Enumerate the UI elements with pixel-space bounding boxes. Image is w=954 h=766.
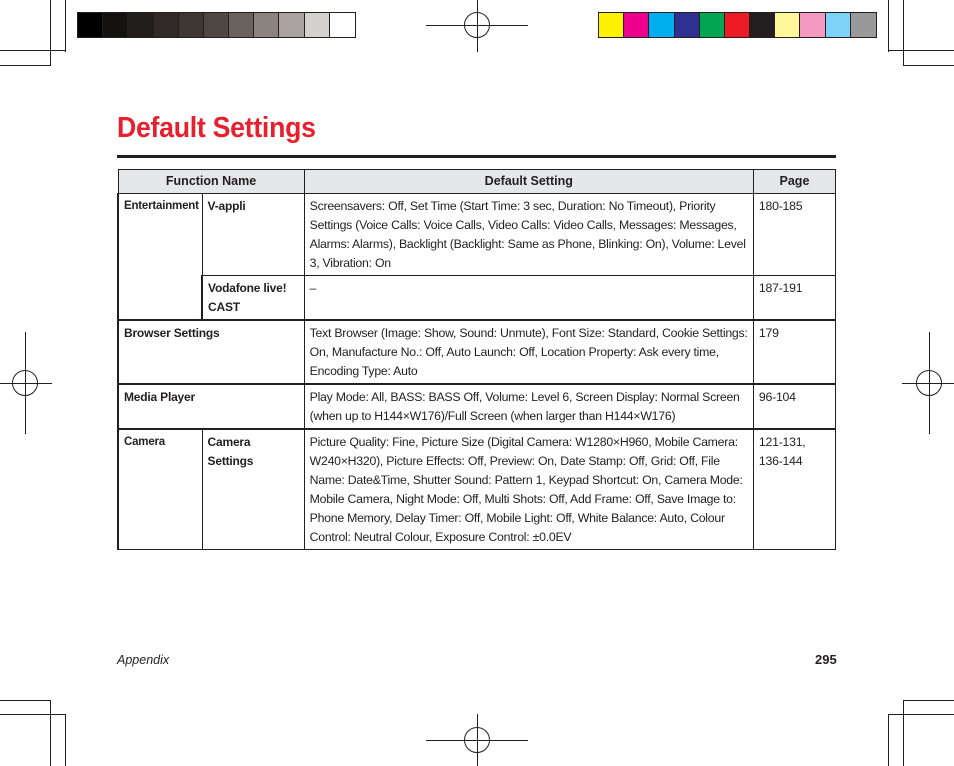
page-cell: 121-131, 136-144 — [753, 429, 835, 550]
color-swatch — [305, 13, 330, 37]
page-cell: 187-191 — [753, 276, 835, 321]
color-swatch — [826, 13, 851, 37]
page-cell: 96-104 — [753, 384, 835, 429]
function-cell: V-appli — [202, 194, 304, 276]
header-function-name: Function Name — [118, 170, 304, 194]
table-row — [118, 320, 836, 384]
color-swatch — [750, 13, 775, 37]
color-swatch — [279, 13, 304, 37]
setting-cell: Play Mode: All, BASS: BASS Off, Volume: Level 6, Screen Display: Normal Screen (when up to H144×W176)/Full Screen (when larger than H144×W176) — [304, 384, 753, 429]
color-swatch — [204, 13, 229, 37]
default-settings-table — [117, 169, 836, 550]
color-swatch — [675, 13, 700, 37]
footer-section-label: Appendix — [117, 653, 170, 667]
title-underline — [117, 155, 836, 158]
page-cell: 180-185 — [753, 194, 835, 276]
page-cell: 179 — [753, 320, 835, 384]
color-swatch — [800, 13, 825, 37]
table-row — [118, 384, 836, 429]
function-cell: Vodafone live! CAST — [202, 276, 304, 321]
table-row — [118, 429, 836, 550]
header-default-setting: Default Setting — [304, 170, 753, 194]
color-swatch — [330, 13, 355, 37]
setting-cell: Picture Quality: Fine, Picture Size (Digital Camera: W1280×H960, Mobile Camera: W240×H320), Picture Effects: Off, Preview: On, Date Stamp: Off, Grid: Off, File Name: Date&Time, Shutter Sound: Pattern 1, Keypad Shortcut: On, Camera Mode: Mobile Camera, Night Mode: Off, Multi Shots: Off, Add Frame: Off, Save Image to: Phone Memory, Delay Timer: Off, Mobile Light: Off, White Balance: Auto, Colour Control: Neutral Colour, Exposure Control: ±0.0EV — [304, 429, 753, 550]
color-swatch — [725, 13, 750, 37]
color-swatch — [128, 13, 153, 37]
color-swatch — [851, 13, 876, 37]
page-title: Default Settings — [117, 112, 316, 144]
setting-cell: – — [304, 276, 753, 321]
color-swatch — [700, 13, 725, 37]
color-swatch — [103, 13, 128, 37]
color-swatch — [599, 13, 624, 37]
color-swatch — [229, 13, 254, 37]
color-swatch — [775, 13, 800, 37]
table-row — [118, 276, 836, 321]
function-cell: Camera Settings — [202, 429, 304, 550]
category-cell: Browser Settings — [118, 320, 304, 384]
color-swatch — [624, 13, 649, 37]
setting-cell: Text Browser (Image: Show, Sound: Unmute), Font Size: Standard, Cookie Settings: On, Manufacture No.: Off, Auto Launch: Off, Location Property: Ask every time, Encoding Type: Auto — [304, 320, 753, 384]
category-cell: Camera — [118, 429, 202, 550]
process-color-bar — [598, 12, 877, 38]
category-cell: Media Player — [118, 384, 304, 429]
header-page: Page — [753, 170, 835, 194]
color-swatch — [649, 13, 674, 37]
color-swatch — [254, 13, 279, 37]
table-row — [118, 194, 836, 276]
table-header-row — [118, 170, 836, 194]
category-cell: Entertainment — [118, 194, 202, 321]
color-swatch — [179, 13, 204, 37]
color-swatch — [154, 13, 179, 37]
grayscale-color-bar — [77, 12, 356, 38]
page-number: 295 — [815, 652, 837, 667]
color-swatch — [78, 13, 103, 37]
setting-cell: Screensavers: Off, Set Time (Start Time: 3 sec, Duration: No Timeout), Priority Settings (Voice Calls: Voice Calls, Video Calls: Video Calls, Messages: Messages, Alarms: Alarms), Backlight (Backlight: Same as Phone, Blinking: On), Volume: Level 3, Vibration: On — [304, 194, 753, 276]
